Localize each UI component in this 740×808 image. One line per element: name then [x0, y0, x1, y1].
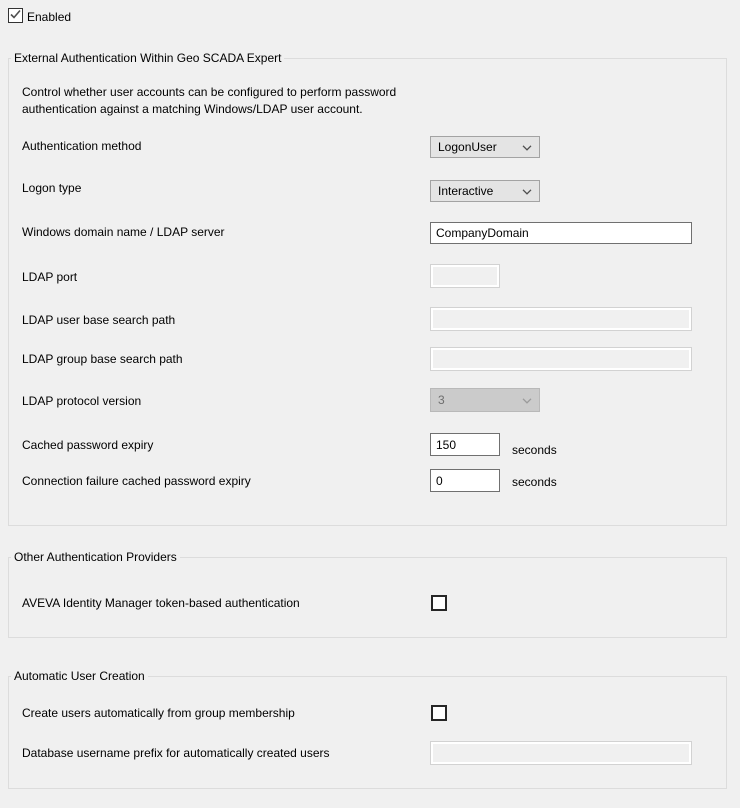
enabled-checkbox-label: Enabled	[27, 10, 72, 24]
authentication-method-value: LogonUser	[438, 140, 497, 154]
logon-type-value: Interactive	[438, 184, 494, 198]
ldap-protocol-version-value: 3	[438, 393, 445, 407]
external-auth-description-line1: Control whether user accounts can be configured to perform password	[22, 85, 397, 99]
ldap-port-input	[430, 264, 500, 288]
create-users-automatically-label: Create users automatically from group membership	[22, 706, 295, 720]
connection-failure-expiry-label: Connection failure cached password expiry	[22, 474, 251, 488]
other-providers-group-title: Other Authentication Providers	[11, 550, 180, 565]
external-auth-description-line2: authentication against a matching Windows/LDAP user account.	[22, 102, 363, 116]
authentication-method-label: Authentication method	[22, 139, 142, 153]
connection-failure-expiry-unit: seconds	[512, 475, 557, 489]
aveva-token-auth-label: AVEVA Identity Manager token-based authentication	[22, 596, 300, 610]
external-auth-groupbox	[8, 51, 727, 526]
connection-failure-expiry-input[interactable]	[430, 469, 500, 492]
aveva-token-auth-checkbox[interactable]	[431, 595, 447, 611]
authentication-method-select[interactable]	[430, 136, 540, 158]
auto-user-creation-groupbox	[8, 669, 727, 789]
ldap-user-base-input	[430, 307, 692, 331]
create-users-automatically-checkbox[interactable]	[431, 705, 447, 721]
username-prefix-input	[430, 741, 692, 765]
ldap-protocol-version-select	[430, 388, 540, 412]
ldap-protocol-version-label: LDAP protocol version	[22, 394, 142, 408]
enabled-checkbox[interactable]	[8, 8, 23, 23]
domain-name-input[interactable]	[430, 222, 692, 244]
cached-password-expiry-unit: seconds	[512, 443, 557, 457]
chevron-down-icon	[522, 184, 532, 198]
username-prefix-label: Database username prefix for automatically created users	[22, 746, 330, 760]
check-icon	[9, 8, 22, 24]
auto-user-creation-group-title: Automatic User Creation	[11, 669, 148, 684]
domain-name-label: Windows domain name / LDAP server	[22, 225, 225, 239]
ldap-group-base-input	[430, 347, 692, 371]
chevron-down-icon	[522, 393, 532, 407]
logon-type-label: Logon type	[22, 181, 82, 195]
chevron-down-icon	[522, 140, 532, 154]
ldap-port-label: LDAP port	[22, 270, 78, 284]
ldap-group-base-label: LDAP group base search path	[22, 352, 183, 366]
cached-password-expiry-label: Cached password expiry	[22, 438, 154, 452]
ldap-user-base-label: LDAP user base search path	[22, 313, 176, 327]
cached-password-expiry-input[interactable]	[430, 433, 500, 456]
external-auth-group-title: External Authentication Within Geo SCADA Expert	[11, 51, 284, 66]
logon-type-select[interactable]	[430, 180, 540, 202]
